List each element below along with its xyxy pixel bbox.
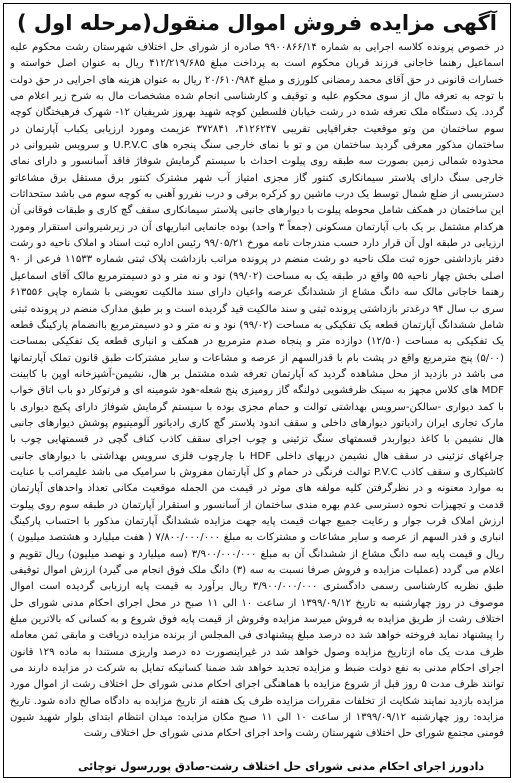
auction-notice — [3, 3, 511, 778]
notice-title: آگهی مزایده فروش اموال منقول(مرحله اول ) — [17, 11, 497, 35]
notice-body: در خصوص پرونده کلاسه اجرایی به شماره ۹۹۰۰۸۶۶/۱۴ صادره از شورای حل اختلاف شهرستان رشت محکوم علیه اسماعیل رهنما خاجانی فرزند قربان محکوم است به پرداخت مبلغ ۴۱۲/۲۱۹/۶۸۵ ریال به عنوان اصل خواسته و خسارات قانونی در حق آقای محمد رمضانی کلورزی و مبلغ ۲۰/۶۱۰/۹۸۴ ریال به عنوان هزینه های اجرایی در حق دولت با توجه به تعرفه مال از سوی محکوم علیه و توقیف و کارشناسی انجام شده مشخصات مال به شرح زیر اعلام می گردد. یک دستگاه ملک تعرفه شده در رشت خیابان فلسطین کوچه شهید بهروز شریفیان ۱۲- شهرک فرهیختگان کوچه سوم ساختمان من وتو موقعیت جغرافیایی تقریبی ۴۱۲۶۲۴۷، ۳۷۲۸۴۱ عزیمت ومورد ارزیابی یکباب آپارتمان در ساختمان مذکور معرفی گردید ساختمان من و تو با نمای خارجی سنگ پنجره های U.P.V.C و سرویس شیروانی در محدوده شمالی زمین بصورت سه طبقه روی پیلوت احداث با سیستم گرمایش شوفاژ فاقد آسانسور و دارای نمای خارجی سنگ دارای پلاستر سیمانکاری کنتور گاز مجزی امتیاز آب شهر مشترک کنتور برق مستقل برق مشاعاتو دستربسی از ضلع شمال توسط یک درب ماشین رو کرکره برقی و درب نفررو آهنی به کوچه سوم می باشد ستحداثات این ساختمان در همکف شامل محوطه پیلوت با دیوارهای جانبی پلاستر سیمانکاری سقف گچ کاری و طبقات فوقانی آن هرکدام مشتمل بر یک باب آپارتمان مسکونی (جمعاً ۳ واحد) بوده جانمایی انباریهای آن در زیرشیروانی استقرار ومورد ارزیابی در طبقه اول آن قرار دارد حسب مندرجات نامه مورخ ۹۹/۰۵/۲۱ رئیس اداره ثبت اسناد و املاک ناحیه دو رشت دفتر بازداشتی حوزه ثبت ملک ناحیه دو رشت منضم در پرونده مراتب بازداشت پلاک ثبتی شماره ۱۱۵۳۳ فرعی از ۹۰ اصلی بخش چهار ناحیه ۵۵ واقع در طبقه یک به مساحت (۹۹/۰۲) نود و نه متر و دو دسیمترمربع مالک آقای اسماعیل رهنما خاجانی مالک سه دانگ مشاع از ششدانگ عرصه واعیان دارای سند مالکیت تعویضی با شماره چاپی ۶۱۳۵۵۶ سری ب سال ۹۴ درغدتر بازداشتی پرونده ثبتی و سند مالکیت قید گردیده است و بر طبق مدارک منضم در پرونده ثبتی شامل ششدانگ آپارتمان قطعه یک تفکیکی به مساحت (۹۹/۰۲) نود و نه متر و دو دسیمترمربع باانضمام پارکینگ قطعه یک تفکیکی به مساحت (۱۲/۵۰) دوازده متر و پنجاه صدم مترمربع در همکف و انباری قطعه یک تفکیکی بمساحت (۵/۰۰) پنج مترمربع واقع در پشت بام با قدرالسهم از عرصه و مشاعات و سایر مشترکات طبق قانون تملک آپارتمانها می باشد در بازدید از محل مشاهده گردید که آپارتمان تعرفه شده مشتمل بر هال، نشیمن-آشپزخانه اوپن با کابینت MDF های کلاس مجهز به سینک ظرفشویی دولنگه گاز رومیزی پنج شعله-هود شومینه ای و فرتوکار دو باب اتاق خواب با کمد دیواری -سالکن-سرویس بهداشتی توالت و حمام مجزی بوده با سیستم گرمایش شوفاژ دارای پکیج دیواری با مارک تجاری ایران رادیاتور دیوارهای داخلی و سقف اندود پلاستر گچ کاری رادیاتور آلومینیوم پوشش دیوارهای جانبی هال نشیمن با کاغذ دیواربدر قسمتهای سنگ تزئینی و چوب اجرای سقف کاذب کناف گچی در قسمتهایی چوب با چراغهای تزئینی در سقف هال نشیمن دربهای داخلی HDF با چارچوب فلزی سرویس بهداشتی با دیوارهای جانبی کاشیکاری و سقف کاذب P.V.C توالت فرنگی در حمام و کل آپارتمان مفروش با سرامیک می باشد علیمراتب با عنایت به موارد معنونه و در نظرگرفتن کلیه مولفه های موثر در قیمت من الجمله موقعیت مکانی تعداد واحدهای آپارتمان قدمت و تجهیزات نحوه دسترسی عدم بهره مندی ساختمان از آسانسور و استقرار آپارتمان در طبقه سوم روی پیلوت ارزش املاک قرب جوار و رعایت جمیع جهات قیمت پایه جهت مزایده ششدانگ آپارتمان مذکور با احتساب پارکینگ انباری و قدر السهم از عرصه و سایر مشاعات و مشترکات به مبلغ ۷/۸۰۰/۰۰۰/۰۰۰ ( هفت میلیارد و هشتصد میلیون ) ریال و قیمت پایه سه دانگ مشاع از ششدانگ آن به مبلغ ۳/۹۰۰/۰۰۰/۰۰۰ (سه میلیارد و نهصد میلیون) ریال تقویم و اعلام می گردد (عملیات مزایده و فروش صرفا نسبت به سه (۳) دانگ ملک فوق انجام می گیرد) ارزش اموال توقیفی طبق نظریه کارشناسی رسمی دادگستری ۳/۹۰۰/۰۰۰/۰۰۰ ریال برآورد به قیمت پایه ارزیابی گردیده است اموال موصوف در روز چهارشنبه به تاریخ ۱۳۹۹/۰۹/۱۲ از ساعت ۱۰ الی ۱۱ صبح در محل اجرای احکام مدنی شورای حل اختلاف رشت از طریق مزایده به فروش میرسد مزایده وفروش از قیمت پایه فوق شروع و به کسانی که بالاترین مبلغ را پیشنهاد نماید فروخته خواهد شد ده درصد مبلغ پیشنهادی فی المجلس از برنده مزایده دریافت و مابقی ثمن معامله ظرف مدت یک ماه ازتاریخ مزایده وصول خواهد شد در غیراینصورت ده درصد واریزی مستندا به ماده ۱۲۹ قانون اجرای احکام مدنی به نفع دولت ضبط و مزایده تجدید خواهد شد ضمنا کسانیکه تمایل به شرکت در مزایده دارند می توانند ظرف مدت ۵ روز قبل از شروع مزایده با هماهنگی اجرای احکام مدنی شورای حل اختلاف رشت از اموال مورد مزایده بازدید نمایند شکایت از تخلفات مقررات مزایده ظرف یک هفته از تاریخ مزایده به دادگاه صالح داده شود. تاریخ مزایده: روز چهارشنبه ۱۳۹۹/۰۹/۱۲ از ساعت ۱۰ الی ۱۱ صبح مکان مزایده: میدان انتظام ابتدای بلوار شهید شیون فومنی مجتمع شورای حل اختلاف شهرستان رشت واحد اجرای احکام مدنی شورای حل اختلاف رشت — [10, 42, 504, 740]
notice-signature: دادورز اجرای احکام مدنی شورای حل اختلاف رشت-صادق پوررسول توچائی — [78, 760, 484, 773]
